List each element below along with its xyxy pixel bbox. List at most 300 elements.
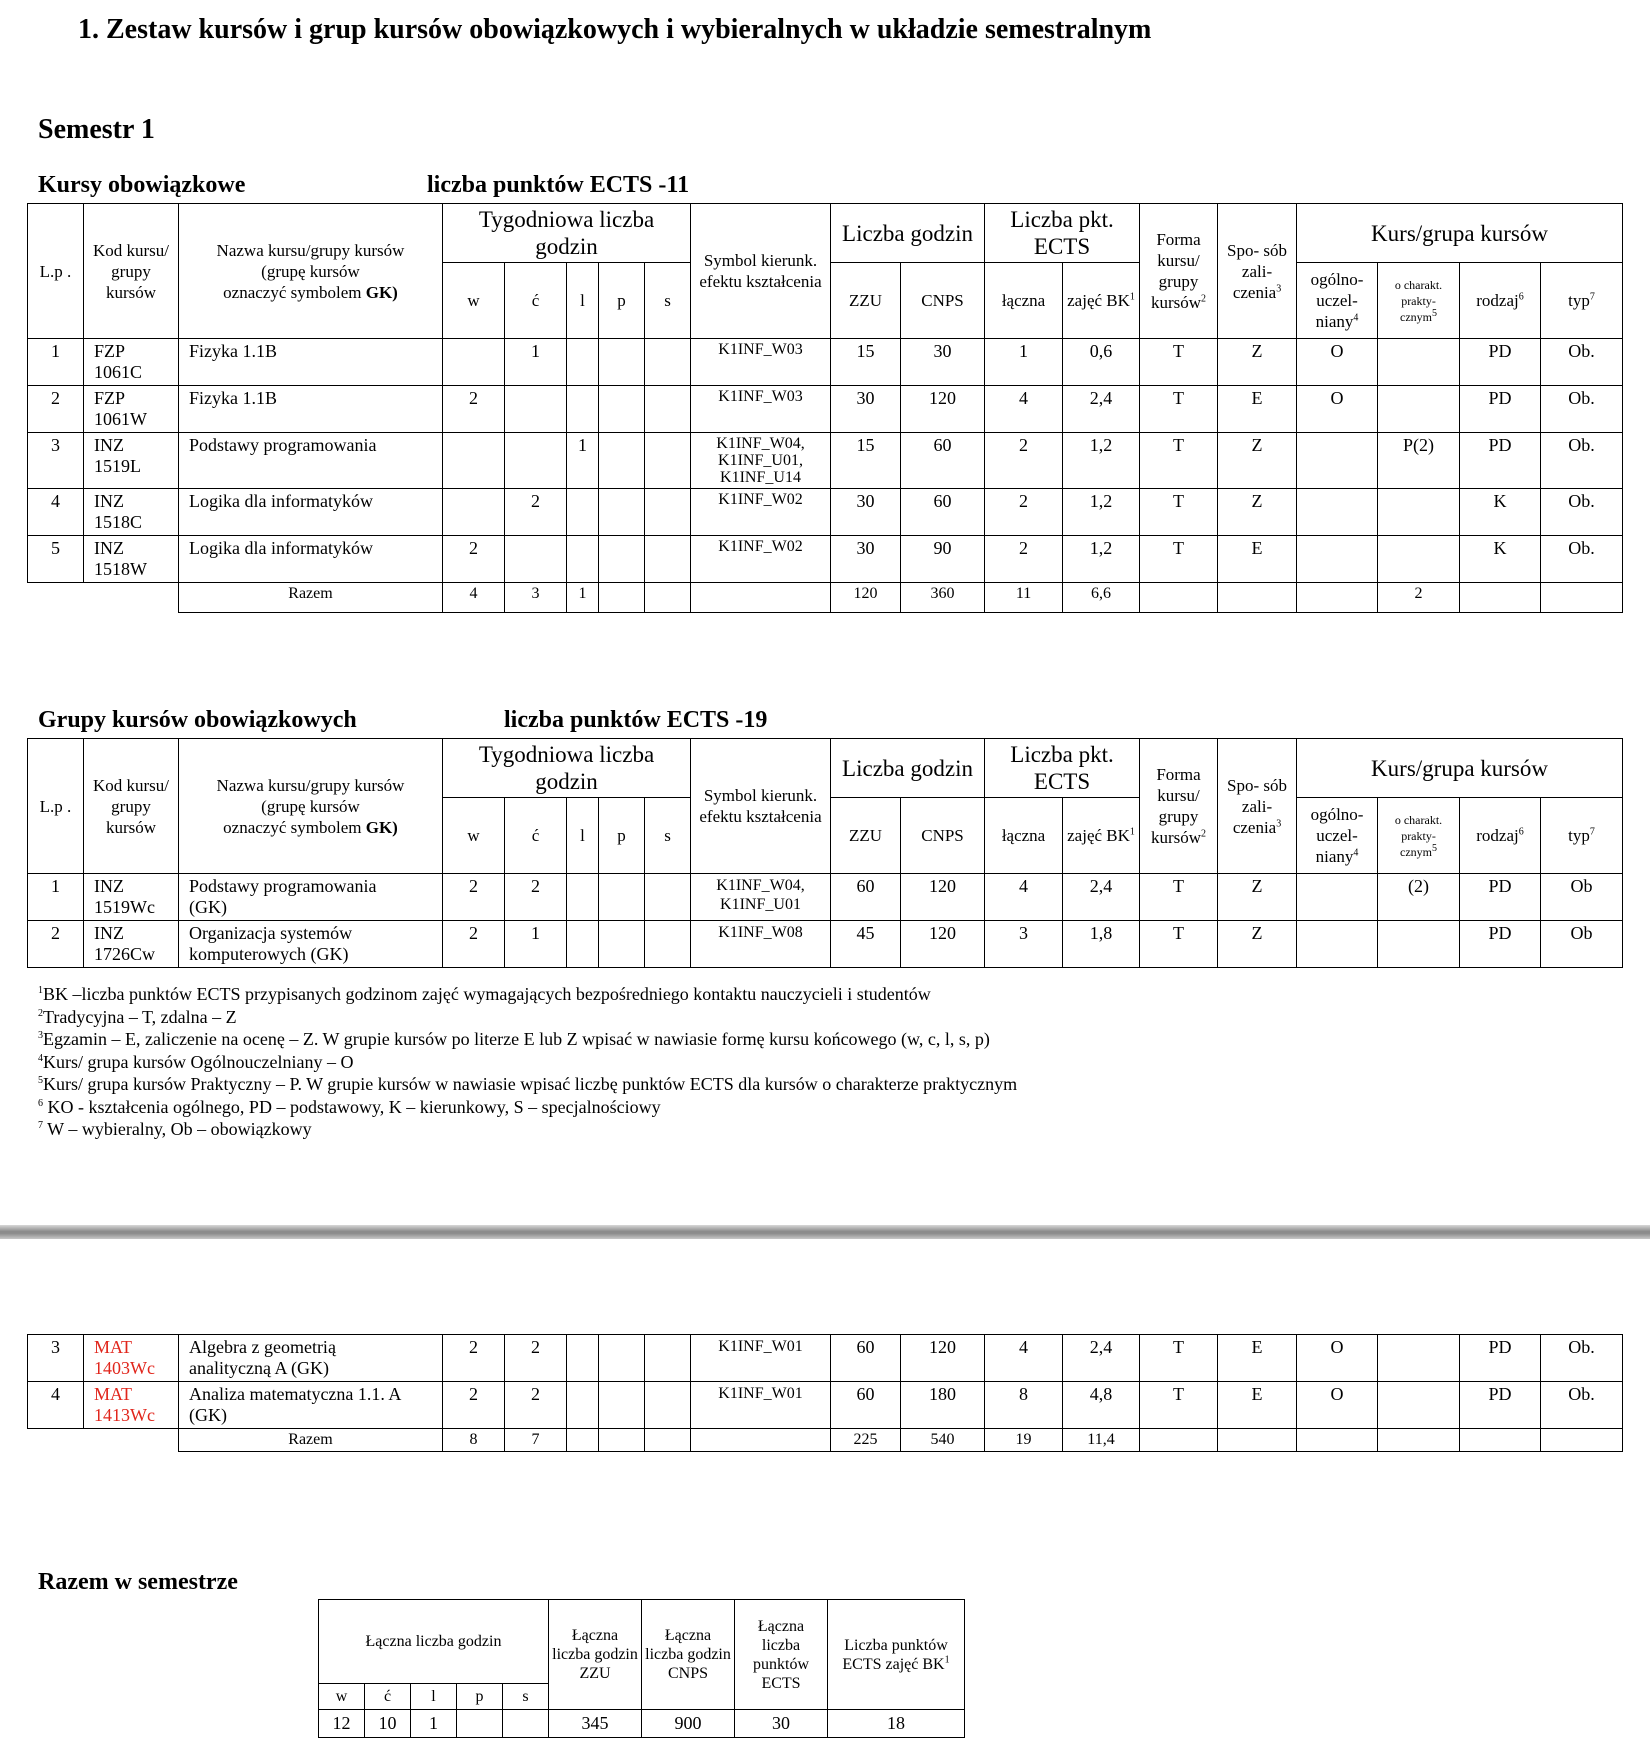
header-forma: Forma kursu/ grupy kursów$^2$: [1140, 204, 1218, 339]
cell-kod: MAT 1413Wc: [84, 1382, 179, 1429]
cell-l: [567, 1382, 599, 1429]
header-cnps: CNPS: [901, 263, 985, 339]
total-sposob: [1218, 1429, 1297, 1452]
cell-cnps: 90: [901, 536, 985, 583]
cell-c: [505, 536, 567, 583]
table-body: [28, 339, 1623, 613]
footnote-text: W – wybieralny, Ob – obowiązkowy: [43, 1119, 312, 1139]
empty-cell: [84, 583, 179, 613]
cell-typ: Ob.: [1541, 1335, 1623, 1382]
cell-bk: 4,8: [1063, 1382, 1140, 1429]
cell-c: 2: [505, 1335, 567, 1382]
footnote: [38, 1028, 1017, 1051]
total-ogolno: [1297, 583, 1378, 613]
table-row: [28, 339, 1623, 386]
cell-rodzaj: PD: [1460, 921, 1541, 968]
cell-sposob: Z: [1218, 433, 1297, 489]
cell-ogolno: [1297, 536, 1378, 583]
cell-forma: T: [1140, 339, 1218, 386]
cell-nazwa: Logika dla informatyków: [179, 536, 443, 583]
footnote-number: 3: [38, 1030, 43, 1041]
header-liczba-godzin: Liczba godzin: [831, 739, 985, 798]
total-laczna: 19: [985, 1429, 1063, 1452]
cell-w: 2: [443, 921, 505, 968]
cell-l: 1: [567, 433, 599, 489]
section2-title: Grupy kursów obowiązkowych: [38, 707, 357, 733]
summary-bk: 18: [828, 1710, 965, 1738]
header-w: w: [443, 798, 505, 874]
cell-zzu: 60: [831, 1382, 901, 1429]
header-p: p: [599, 263, 645, 339]
cell-sposob: E: [1218, 1382, 1297, 1429]
cell-cnps: 120: [901, 921, 985, 968]
summary-w: 12: [319, 1710, 365, 1738]
cell-ogolno: [1297, 874, 1378, 921]
cell-prakt: (2): [1378, 874, 1460, 921]
footnote-number: 7: [38, 1120, 43, 1131]
cell-cnps: 120: [901, 386, 985, 433]
cell-zzu: 30: [831, 489, 901, 536]
table-header: [28, 204, 1623, 339]
header-liczba-ects: Liczba pkt. ECTS: [985, 739, 1140, 798]
footnote: [38, 1073, 1017, 1096]
cell-cnps: 120: [901, 1335, 985, 1382]
cell-nazwa: Podstawy programowania: [179, 433, 443, 489]
section1-ects: liczba punktów ECTS -11: [427, 172, 690, 198]
cell-zzu: 30: [831, 536, 901, 583]
cell-s: [645, 1382, 691, 1429]
cell-cnps: 120: [901, 874, 985, 921]
cell-w: 2: [443, 874, 505, 921]
document-title: 1. Zestaw kursów i grup kursów obowiązkowych i wybieralnych w układzie semestralnym: [78, 14, 1152, 45]
summary-cnps: 900: [642, 1710, 735, 1738]
header-symbol: Symbol kierunk. efektu kształcenia: [691, 739, 831, 874]
cell-rodzaj: PD: [1460, 1335, 1541, 1382]
cell-kod: INZ 1518W: [84, 536, 179, 583]
total-label: Razem: [179, 1429, 443, 1452]
header-c: ć: [505, 263, 567, 339]
footnote-number: 2: [38, 1007, 43, 1019]
cell-w: [443, 489, 505, 536]
summary-header-cnps: Łączna liczba godzin CNPS: [642, 1600, 735, 1710]
group-courses-continuation-table: [27, 1334, 1623, 1452]
cell-typ: Ob.: [1541, 433, 1623, 489]
cell-w: [443, 339, 505, 386]
total-rodzaj: [1460, 583, 1541, 613]
cell-sposob: Z: [1218, 921, 1297, 968]
header-ogolno: ogólno- uczel- niany$^4$: [1297, 263, 1378, 339]
cell-bk: 1,2: [1063, 433, 1140, 489]
table-row: [28, 1335, 1623, 1382]
cell-prakt: [1378, 1335, 1460, 1382]
section2-ects: liczba punktów ECTS -19: [504, 707, 768, 733]
semester-summary-table: [318, 1599, 965, 1738]
cell-w: 2: [443, 386, 505, 433]
footnote: [38, 1006, 1017, 1029]
cell-l: [567, 1335, 599, 1382]
footnote-number: 1: [38, 985, 43, 996]
cell-sposob: E: [1218, 536, 1297, 583]
cell-symbol: K1INF_W04, K1INF_U01, K1INF_U14: [691, 433, 831, 489]
cell-prakt: [1378, 536, 1460, 583]
summary-header-w: w: [319, 1684, 365, 1710]
section1-title: Kursy obowiązkowe: [38, 172, 246, 198]
header-forma: Forma kursu/ grupy kursów$^2$: [1140, 739, 1218, 874]
cell-laczna: 2: [985, 433, 1063, 489]
cell-forma: T: [1140, 1382, 1218, 1429]
header-kod: Kod kursu/ grupy kursów: [84, 204, 179, 339]
cell-rodzaj: PD: [1460, 339, 1541, 386]
header-typ: typ$^7$: [1541, 263, 1623, 339]
cell-forma: T: [1140, 874, 1218, 921]
cell-s: [645, 489, 691, 536]
header-kurs-grupa: Kurs/grupa kursów: [1297, 204, 1623, 263]
cell-s: [645, 433, 691, 489]
cell-p: [599, 921, 645, 968]
footnote-text: Kurs/ grupa kursów Ogólnouczelniany – O: [43, 1051, 354, 1072]
cell-sposob: E: [1218, 386, 1297, 433]
cell-lp: 4: [28, 1382, 84, 1429]
summary-header-p: p: [457, 1684, 503, 1710]
total-c: 3: [505, 583, 567, 613]
cell-ogolno: O: [1297, 1335, 1378, 1382]
summary-header-ects: Łączna liczba punktów ECTS: [735, 1600, 828, 1710]
cell-nazwa: Fizyka 1.1B: [179, 339, 443, 386]
cell-w: 2: [443, 1382, 505, 1429]
cell-l: [567, 386, 599, 433]
footnote: [38, 983, 1017, 1006]
total-typ: [1541, 583, 1623, 613]
footnote: [38, 1118, 1017, 1141]
cell-rodzaj: K: [1460, 489, 1541, 536]
table-row: [28, 921, 1623, 968]
cell-kod: INZ 1726Cw: [84, 921, 179, 968]
group-courses-table: [27, 738, 1623, 968]
cell-laczna: 2: [985, 489, 1063, 536]
table-row: [28, 386, 1623, 433]
cell-lp: 2: [28, 386, 84, 433]
cell-prakt: P(2): [1378, 433, 1460, 489]
cell-kod: INZ 1519L: [84, 433, 179, 489]
total-p: [599, 1429, 645, 1452]
cell-forma: T: [1140, 921, 1218, 968]
total-laczna: 11: [985, 583, 1063, 613]
cell-p: [599, 536, 645, 583]
total-prakt: [1378, 1429, 1460, 1452]
table-header: [28, 739, 1623, 874]
cell-nazwa: Algebra z geometrią analityczną A (GK): [179, 1335, 443, 1382]
cell-rodzaj: PD: [1460, 1382, 1541, 1429]
cell-laczna: 3: [985, 921, 1063, 968]
cell-typ: Ob: [1541, 874, 1623, 921]
cell-bk: 1,8: [1063, 921, 1140, 968]
cell-laczna: 8: [985, 1382, 1063, 1429]
cell-symbol: K1INF_W02: [691, 489, 831, 536]
semester-heading: Semestr 1: [38, 114, 155, 145]
cell-c: 2: [505, 874, 567, 921]
empty-cell: [84, 1429, 179, 1452]
total-rodzaj: [1460, 1429, 1541, 1452]
total-typ: [1541, 1429, 1623, 1452]
cell-lp: 4: [28, 489, 84, 536]
cell-p: [599, 1382, 645, 1429]
cell-laczna: 1: [985, 339, 1063, 386]
cell-c: 1: [505, 921, 567, 968]
table-body: [28, 874, 1623, 968]
total-l: 1: [567, 583, 599, 613]
footnote-text: Egzamin – E, zaliczenie na ocenę – Z. W grupie kursów po literze E lub Z wpisać w nawiasie formę kursu końcowego (w, c, l, s, p): [43, 1029, 990, 1049]
cell-c: 1: [505, 339, 567, 386]
total-zzu: 120: [831, 583, 901, 613]
cell-w: 2: [443, 536, 505, 583]
cell-prakt: [1378, 489, 1460, 536]
total-w: 8: [443, 1429, 505, 1452]
cell-cnps: 30: [901, 339, 985, 386]
cell-rodzaj: PD: [1460, 386, 1541, 433]
cell-lp: 2: [28, 921, 84, 968]
cell-typ: Ob.: [1541, 489, 1623, 536]
cell-cnps: 180: [901, 1382, 985, 1429]
cell-laczna: 4: [985, 386, 1063, 433]
total-bk: 11,4: [1063, 1429, 1140, 1452]
cell-sposob: Z: [1218, 489, 1297, 536]
cell-prakt: [1378, 386, 1460, 433]
cell-p: [599, 339, 645, 386]
cell-bk: 1,2: [1063, 489, 1140, 536]
cell-w: [443, 433, 505, 489]
mandatory-courses-table: [27, 203, 1623, 613]
cell-typ: Ob.: [1541, 339, 1623, 386]
cell-typ: Ob.: [1541, 1382, 1623, 1429]
cell-rodzaj: K: [1460, 536, 1541, 583]
table-row: [28, 874, 1623, 921]
total-s: [645, 583, 691, 613]
total-cnps: 360: [901, 583, 985, 613]
summary-l: 1: [411, 1710, 457, 1738]
cell-bk: 2,4: [1063, 1335, 1140, 1382]
footnote-text: BK –liczba punktów ECTS przypisanych godzinom zajęć wymagających bezpośredniego kontaktu nauczycieli i studentów: [43, 984, 931, 1004]
header-s: s: [645, 798, 691, 874]
cell-ogolno: [1297, 433, 1378, 489]
header-nazwa: Nazwa kursu/grupy kursów (grupę kursów oznaczyć symbolem GK): [179, 204, 443, 339]
cell-zzu: 60: [831, 1335, 901, 1382]
cell-zzu: 30: [831, 386, 901, 433]
header-p: p: [599, 798, 645, 874]
header-l: l: [567, 263, 599, 339]
summary-c: 10: [365, 1710, 411, 1738]
cell-rodzaj: PD: [1460, 874, 1541, 921]
total-bk: 6,6: [1063, 583, 1140, 613]
empty-cell: [28, 583, 84, 613]
cell-l: [567, 874, 599, 921]
footnote-number: 6: [38, 1097, 43, 1109]
cell-forma: T: [1140, 1335, 1218, 1382]
header-laczna: łączna: [985, 263, 1063, 339]
table-row: [28, 489, 1623, 536]
cell-w: 2: [443, 1335, 505, 1382]
summary-zzu: 345: [549, 1710, 642, 1738]
total-prakt: 2: [1378, 583, 1460, 613]
total-ogolno: [1297, 1429, 1378, 1452]
header-typ: typ$^7$: [1541, 798, 1623, 874]
summary-header-c: ć: [365, 1684, 411, 1710]
cell-symbol: K1INF_W01: [691, 1382, 831, 1429]
cell-cnps: 60: [901, 433, 985, 489]
cell-forma: T: [1140, 536, 1218, 583]
header-nazwa: Nazwa kursu/grupy kursów (grupę kursów oznaczyć symbolem GK): [179, 739, 443, 874]
cell-symbol: K1INF_W08: [691, 921, 831, 968]
table-body: [28, 1335, 1623, 1452]
cell-symbol: K1INF_W01: [691, 1335, 831, 1382]
cell-c: [505, 386, 567, 433]
cell-kod: INZ 1518C: [84, 489, 179, 536]
table-row: [28, 536, 1623, 583]
header-cnps: CNPS: [901, 798, 985, 874]
cell-zzu: 45: [831, 921, 901, 968]
header-bk: zajęć $BK^1$: [1063, 798, 1140, 874]
cell-c: 2: [505, 489, 567, 536]
table-row: [28, 1382, 1623, 1429]
cell-kod: MAT 1403Wc: [84, 1335, 179, 1382]
header-prakt: o charakt. prakty- cznym$^5$: [1378, 798, 1460, 874]
summary-header-zzu: Łączna liczba godzin ZZU: [549, 1600, 642, 1710]
header-rodzaj: rodzaj$^6$: [1460, 263, 1541, 339]
summary-header-bk: Liczba punktów ECTS zajęć $BK^1$: [828, 1600, 965, 1710]
cell-p: [599, 489, 645, 536]
cell-c: 2: [505, 1382, 567, 1429]
cell-ogolno: O: [1297, 1382, 1378, 1429]
header-zzu: ZZU: [831, 263, 901, 339]
header-tygodniowa: Tygodniowa liczba godzin: [443, 739, 691, 798]
cell-sposob: Z: [1218, 339, 1297, 386]
header-zzu: ZZU: [831, 798, 901, 874]
page-separator: [0, 1225, 1650, 1239]
header-sposob: Spo- sób zali- czenia$^3$: [1218, 739, 1297, 874]
cell-p: [599, 874, 645, 921]
cell-lp: 5: [28, 536, 84, 583]
cell-typ: Ob: [1541, 921, 1623, 968]
cell-l: [567, 921, 599, 968]
header-kurs-grupa: Kurs/grupa kursów: [1297, 739, 1623, 798]
table-row: [28, 433, 1623, 489]
summary-header-s: s: [503, 1684, 549, 1710]
total-forma: [1140, 1429, 1218, 1452]
header-ogolno: ogólno- uczel- niany$^4$: [1297, 798, 1378, 874]
total-cnps: 540: [901, 1429, 985, 1452]
cell-prakt: [1378, 1382, 1460, 1429]
total-p: [599, 583, 645, 613]
total-row: [28, 583, 1623, 613]
cell-prakt: [1378, 921, 1460, 968]
header-rodzaj: rodzaj$^6$: [1460, 798, 1541, 874]
footnote: [38, 1051, 1017, 1074]
summary-title: Razem w semestrze: [38, 1569, 238, 1595]
cell-typ: Ob.: [1541, 536, 1623, 583]
cell-laczna: 4: [985, 1335, 1063, 1382]
total-s: [645, 1429, 691, 1452]
cell-cnps: 60: [901, 489, 985, 536]
cell-sposob: E: [1218, 1335, 1297, 1382]
cell-typ: Ob.: [1541, 386, 1623, 433]
cell-zzu: 15: [831, 433, 901, 489]
cell-symbol: K1INF_W04, K1INF_U01: [691, 874, 831, 921]
cell-zzu: 15: [831, 339, 901, 386]
empty-cell: [28, 1429, 84, 1452]
cell-c: [505, 433, 567, 489]
summary-header-laczna-liczba: Łączna liczba godzin: [319, 1600, 549, 1684]
cell-kod: FZP 1061C: [84, 339, 179, 386]
total-l: [567, 1429, 599, 1452]
header-kod: Kod kursu/ grupy kursów: [84, 739, 179, 874]
total-sposob: [1218, 583, 1297, 613]
cell-p: [599, 433, 645, 489]
cell-nazwa: Logika dla informatyków: [179, 489, 443, 536]
cell-bk: 2,4: [1063, 386, 1140, 433]
footnote-number: 4: [38, 1052, 43, 1064]
cell-ogolno: [1297, 489, 1378, 536]
cell-rodzaj: PD: [1460, 433, 1541, 489]
cell-kod: INZ 1519Wc: [84, 874, 179, 921]
header-c: ć: [505, 798, 567, 874]
cell-ogolno: [1297, 921, 1378, 968]
summary-s: [503, 1710, 549, 1738]
cell-prakt: [1378, 339, 1460, 386]
summary-ects: 30: [735, 1710, 828, 1738]
cell-lp: 3: [28, 1335, 84, 1382]
cell-l: [567, 536, 599, 583]
cell-p: [599, 1335, 645, 1382]
header-l: l: [567, 798, 599, 874]
cell-p: [599, 386, 645, 433]
footnote-number: 5: [38, 1075, 43, 1086]
total-label: Razem: [179, 583, 443, 613]
cell-s: [645, 386, 691, 433]
header-tygodniowa: Tygodniowa liczba godzin: [443, 204, 691, 263]
total-zzu: 225: [831, 1429, 901, 1452]
cell-ogolno: O: [1297, 386, 1378, 433]
total-c: 7: [505, 1429, 567, 1452]
cell-sposob: Z: [1218, 874, 1297, 921]
header-laczna: łączna: [985, 798, 1063, 874]
cell-symbol: K1INF_W03: [691, 339, 831, 386]
cell-bk: 0,6: [1063, 339, 1140, 386]
cell-bk: 1,2: [1063, 536, 1140, 583]
cell-nazwa: Podstawy programowania (GK): [179, 874, 443, 921]
cell-nazwa: Analiza matematyczna 1.1. A (GK): [179, 1382, 443, 1429]
cell-zzu: 60: [831, 874, 901, 921]
cell-forma: T: [1140, 489, 1218, 536]
header-sposob: Spo- sób zali- czenia$^3$: [1218, 204, 1297, 339]
cell-lp: 1: [28, 339, 84, 386]
cell-s: [645, 1335, 691, 1382]
cell-lp: 3: [28, 433, 84, 489]
cell-lp: 1: [28, 874, 84, 921]
cell-s: [645, 339, 691, 386]
cell-nazwa: Organizacja systemów komputerowych (GK): [179, 921, 443, 968]
footnote: [38, 1096, 1017, 1119]
total-forma: [1140, 583, 1218, 613]
cell-kod: FZP 1061W: [84, 386, 179, 433]
header-w: w: [443, 263, 505, 339]
cell-ogolno: O: [1297, 339, 1378, 386]
header-prakt: o charakt. prakty- cznym$^5$: [1378, 263, 1460, 339]
header-liczba-godzin: Liczba godzin: [831, 204, 985, 263]
cell-s: [645, 536, 691, 583]
footnotes: [38, 983, 1017, 1141]
cell-s: [645, 921, 691, 968]
cell-symbol: K1INF_W02: [691, 536, 831, 583]
footnote-text: Tradycyjna – T, zdalna – Z: [43, 1006, 237, 1027]
